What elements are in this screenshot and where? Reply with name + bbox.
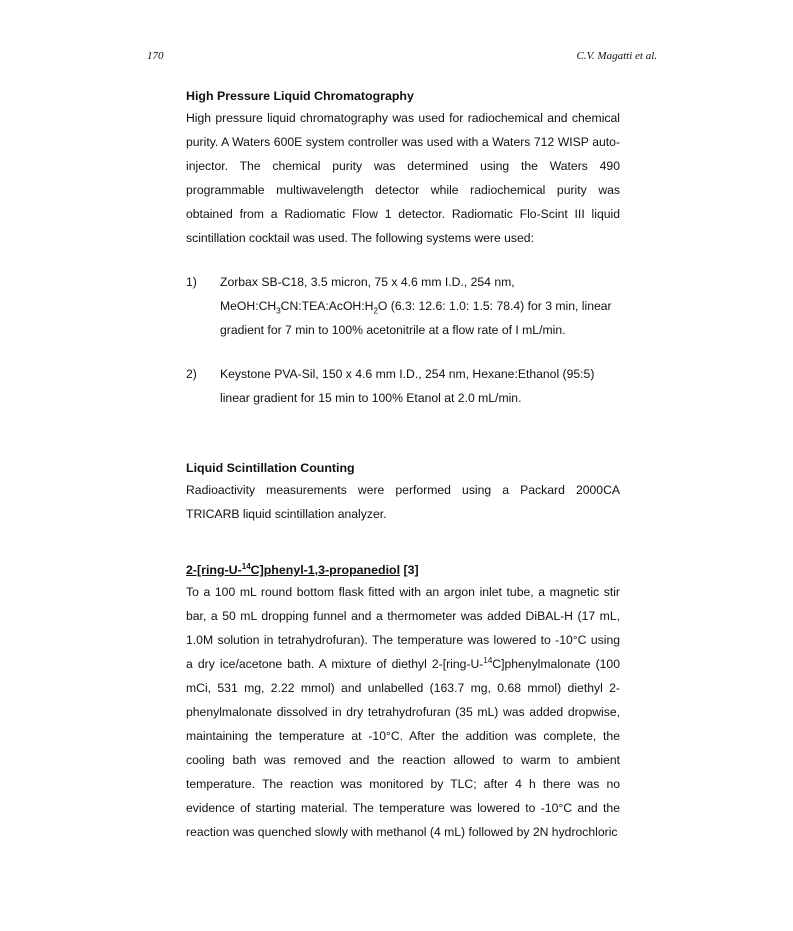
section-heading-hplc: High Pressure Liquid Chromatography: [186, 89, 414, 103]
lsc-paragraph: Radioactivity measurements were performed using a Packard 2000CA TRICARB liquid scintillation analyzer.: [186, 483, 620, 521]
propanediol-paragraph: To a 100 mL round bottom flask fitted with an argon inlet tube, a magnetic stir bar, a 50 mL dropping funnel and a thermometer was added DiBAL-H (17 mL, 1.0M solution in tetrahydrofuran). The temperature was lowered to -10°C using a dry ice/acetone bath. A mixture of diethyl 2-[ring-U-$^{14}$C]phenylmalonate (100 mCi, 531 mg, 2.22 mmol) and unlabelled (163.7 mg, 0.68 mmol) diethyl 2-phenylmalonate dissolved in dry tetrahydrofuran (35 mL) was added dropwise, maintaining the temperature at -10°C. After the addition was complete, the cooling bath was removed and the reaction allowed to warm to ambient temperature. The reaction was monitored by TLC; after 4 h there was no evidence of starting material. The temperature was lowered to -10°C and the reaction was quenched slowly with methanol (4 mL) followed by 2N hydrochloric: [186, 585, 620, 839]
system-item-1: [186, 270, 620, 342]
running-authors: C.V. Magatti et al.: [576, 50, 657, 62]
body-text: [186, 86, 620, 844]
system-line: Zorbax SB-C18, 3.5 micron, 75 x 4.6 mm I.D., 254 nm,: [220, 275, 515, 289]
system-number: 1): [186, 275, 197, 289]
hplc-paragraph: High pressure liquid chromatography was used for radiochemical and chemical purity. A Waters 600E system controller was used with a Waters 712 WISP auto-injector. The chemical purity was determined using the Waters 490 programmable multiwavelength detector while radiochemical purity was obtained from a Radiomatic Flow 1 detector. Radiomatic Flo-Scint III liquid scintillation cocktail was used. The following systems were used:: [186, 111, 620, 245]
system-line: $MeOH:CH_3CN:TEA:AcOH:H_2O$ (6.3: 12.6: 1.0: 1.5: 78.4) for 3 min, linear: [220, 299, 612, 316]
system-line: gradient for 7 min to 100% acetonitrile at a flow rate of I mL/min.: [220, 323, 566, 337]
section-heading-propanediol: 2-[ring-U-$^{14}$C]phenyl-1,3-propanediol [3]: [186, 561, 419, 577]
system-line: Keystone PVA-Sil, 150 x 4.6 mm I.D., 254 nm, Hexane:Ethanol (95:5): [220, 367, 595, 381]
system-line: linear gradient for 15 min to 100% Etanol at 2.0 mL/min.: [220, 391, 522, 405]
section-heading-lsc: Liquid Scintillation Counting: [186, 461, 355, 475]
page-number: 170: [147, 50, 164, 62]
system-item-2: [186, 362, 620, 410]
system-number: 2): [186, 367, 197, 381]
